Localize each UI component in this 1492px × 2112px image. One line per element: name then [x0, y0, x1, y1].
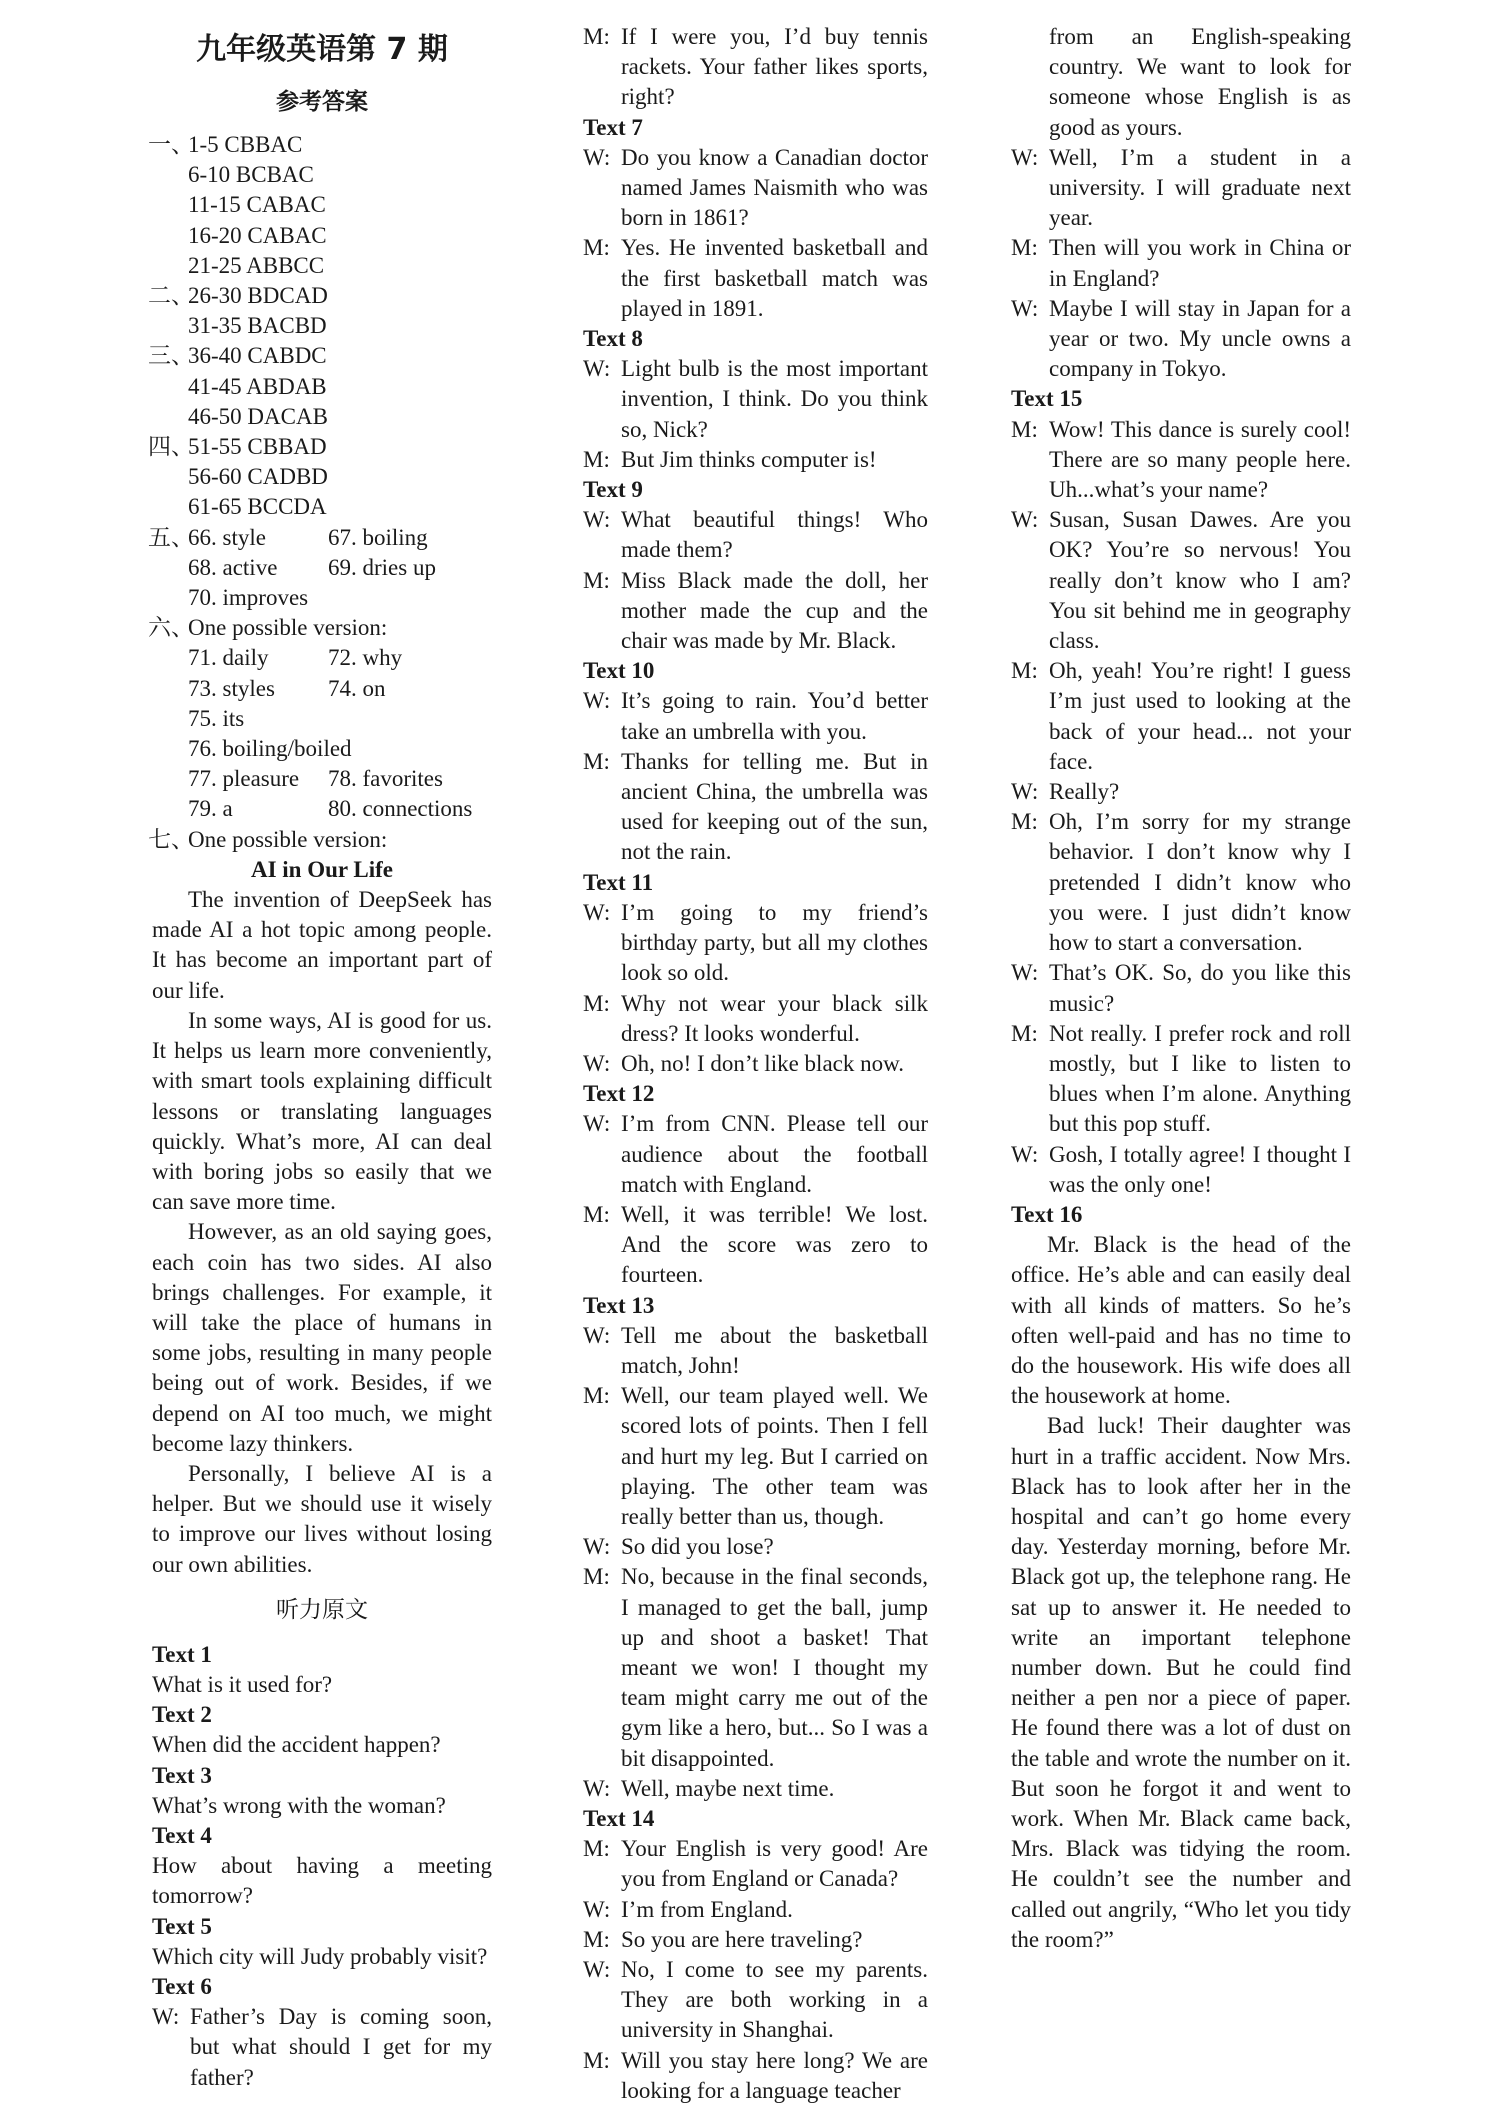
text-heading: Text 2: [152, 1702, 212, 1728]
answer-key-heading: 参考答案: [276, 89, 368, 115]
text-heading: Text 12: [583, 1081, 655, 1107]
dialogue-line: [1011, 505, 1351, 656]
answer-text: 41-45 ABDAB: [188, 373, 327, 399]
dialogue-line: [583, 1532, 928, 1562]
answer-text: 1-5 CBBAC: [188, 132, 303, 157]
section-intro: [148, 825, 492, 855]
plain-text: What is it used for?: [152, 1671, 333, 1697]
text-heading: Text 5: [152, 1913, 212, 1939]
dialogue-text: Well, our team played well. We scored lots of points. Then I fell and hurt my leg. But I carried on playing. The other team was really better than us, though.: [621, 1383, 928, 1529]
speaker-label: M:: [1011, 658, 1038, 684]
answer-row: [152, 190, 492, 220]
text-heading: Text 16: [1011, 1201, 1083, 1227]
dialogue-text: Thanks for telling me. But in ancient China, the umbrella was used for keeping out of the sun, not the rain.: [621, 748, 928, 865]
listening-heading: 听力原文: [276, 1596, 368, 1623]
answer-row: [152, 492, 492, 522]
section-6-answers: [148, 613, 492, 824]
dialogue-text: Well, it was terrible! We lost. And the score was zero to fourteen.: [621, 1201, 928, 1288]
dialogue-text: What beautiful things! Who made them?: [621, 507, 928, 563]
plain-text: Which city will Judy probably visit?: [152, 1943, 488, 1969]
dialogue-line: [583, 505, 928, 565]
answer-text: 16-20 CABAC: [188, 222, 327, 248]
dialogue-text: But Jim thinks computer is!: [621, 446, 877, 472]
column-1: [148, 22, 492, 2093]
speaker-label: M:: [583, 24, 610, 49]
section-number: 一、: [148, 132, 194, 157]
answer-row: [152, 674, 492, 704]
answer-item: 75. its: [188, 705, 245, 731]
dialogue-text: I’m from England.: [621, 1896, 793, 1922]
dialogue-line: [152, 2002, 492, 2093]
dialogue-line: [152, 1730, 492, 1760]
speaker-label: M:: [1011, 1020, 1038, 1046]
answer-item: 66. style: [188, 524, 266, 550]
section-number: 四、: [148, 434, 194, 460]
answer-item: 78. favorites: [328, 766, 443, 792]
dialogue-text: Oh, I’m sorry for my strange behavior. I don’t know why I pretended I didn’t know who you were. I just didn’t know how to start a conversation.: [1049, 809, 1351, 956]
answer-item: 67. boiling: [328, 524, 428, 550]
dialogue-text: It’s going to rain. You’d better take an umbrella with you.: [621, 688, 928, 744]
dialogue-line: [583, 354, 928, 445]
answer-row: [152, 764, 492, 794]
dialogue-line: [1011, 415, 1351, 506]
dialogue-text: Tell me about the basketball match, John!: [621, 1322, 928, 1378]
dialogue-line: [1011, 233, 1351, 293]
text-heading: Text 14: [583, 1805, 655, 1831]
answer-item: 77. pleasure: [188, 766, 300, 792]
dialogue-text: Really?: [1049, 779, 1120, 805]
answer-row: [148, 341, 492, 371]
dialogue-line: [583, 566, 928, 657]
dialogue-line: [583, 2046, 928, 2106]
speaker-label: W:: [583, 507, 611, 533]
essay-paragraph: In some ways, AI is good for us. It helps us learn more conveniently, with smart tools explaining difficult lessons or translating languages quickly. What’s more, AI can deal with boring jobs so easily that we can save more time.: [152, 1007, 492, 1215]
text-heading: Text 7: [583, 114, 643, 140]
answer-list: [148, 130, 492, 523]
dialogue-line: [1011, 656, 1351, 777]
essay-paragraph: The invention of DeepSeek has made AI a hot topic among people. It has become an important part of our life.: [152, 887, 492, 1003]
essay-paragraph: Personally, I believe AI is a helper. But we should use it wisely to improve our lives without losing our own abilities.: [152, 1460, 492, 1577]
section-number: 五、: [148, 524, 194, 550]
speaker-label: M:: [583, 1201, 610, 1227]
answer-row: [152, 794, 492, 824]
dialogue-text: Wow! This dance is surely cool! There are so many people here. Uh...what’s your name?: [1049, 416, 1351, 503]
answer-row: [152, 734, 492, 764]
speaker-label: W:: [583, 1957, 611, 1982]
plain-text: When did the accident happen?: [152, 1732, 441, 1758]
speaker-label: W:: [583, 356, 611, 382]
text-heading: Text 4: [152, 1822, 212, 1848]
answer-text: 61-65 BCCDA: [188, 494, 327, 520]
dialogue-line: [152, 1791, 492, 1821]
speaker-label: M:: [583, 1836, 610, 1862]
text-heading: Text 6: [152, 1973, 212, 1999]
dialogue-line: [583, 1774, 928, 1804]
dialogue-line: [583, 686, 928, 746]
speaker-label: W:: [1011, 295, 1039, 321]
answer-row: [148, 130, 492, 160]
speaker-label: W:: [583, 1050, 611, 1076]
indent-spacer: [1011, 22, 1049, 143]
answer-row: [152, 553, 492, 583]
dialogue-line: [583, 1955, 928, 2046]
dialogue-text: So you are here traveling?: [621, 1926, 863, 1952]
speaker-label: M:: [583, 990, 610, 1016]
dialogue-line: [152, 1942, 492, 1972]
intro-text: One possible version:: [188, 615, 388, 641]
section-number: 二、: [148, 283, 194, 309]
speaker-label: M:: [1011, 809, 1038, 835]
section-7-essay: [148, 825, 492, 1580]
text-heading: Text 13: [583, 1292, 655, 1318]
plain-text: from an English-speaking country. We want to look for someone whose English is as good as yours.: [1049, 24, 1351, 140]
dialogue-text: Well, maybe next time.: [621, 1775, 835, 1801]
dialogue-line: [1011, 777, 1351, 807]
dialogue-text: That’s OK. So, do you like this music?: [1049, 960, 1351, 1016]
intro-text: One possible version:: [188, 826, 388, 852]
section-number: 三、: [148, 343, 194, 369]
answer-text: 36-40 CABDC: [188, 343, 327, 369]
answer-text: 46-50 DACAB: [188, 403, 328, 429]
answer-row: [152, 583, 492, 613]
dialogue-line: [1011, 22, 1351, 143]
speaker-label: M:: [583, 446, 610, 472]
dialogue-line: [583, 747, 928, 868]
dialogue-text: Then will you work in China or in England?: [1049, 235, 1351, 291]
answer-row: [148, 523, 492, 553]
plain-text: How about having a meeting tomorrow?: [152, 1853, 492, 1909]
speaker-label: M:: [583, 1564, 610, 1590]
plain-text: What’s wrong with the woman?: [152, 1792, 446, 1818]
dialogue-text: Oh, no! I don’t like black now.: [621, 1050, 904, 1076]
dialogue-text: Will you stay here long? We are looking for a language teacher: [621, 2047, 928, 2103]
answer-row: [152, 372, 492, 402]
dialogue-line: [583, 1895, 928, 1925]
dialogue-line: [583, 1049, 928, 1079]
answer-row: [152, 251, 492, 281]
dialogue-line: [1011, 294, 1351, 385]
section-number: 七、: [148, 826, 194, 852]
speaker-label: W:: [583, 688, 611, 714]
speaker-label: W:: [583, 1775, 611, 1801]
answer-text: 21-25 ABBCC: [188, 252, 325, 278]
dialogue-text: Your English is very good! Are you from England or Canada?: [621, 1836, 928, 1892]
speaker-label: W:: [583, 1322, 611, 1348]
answer-row: [152, 402, 492, 432]
dialogue-text: If I were you, I’d buy tennis rackets. Your father likes sports, right?: [621, 24, 928, 110]
answer-text: 51-55 CBBAD: [188, 434, 327, 460]
speaker-label: W:: [583, 1534, 611, 1560]
text-heading: Text 10: [583, 658, 655, 684]
dialogue-line: [152, 1670, 492, 1700]
speaker-label: W:: [583, 1896, 611, 1922]
dialogue-line: [1011, 807, 1351, 958]
speaker-label: W:: [583, 899, 611, 925]
essay-title: AI in Our Life: [250, 856, 394, 882]
dialogue-text: Susan, Susan Dawes. Are you OK? You’re so nervous! You really don’t know who I am? You sit behind me in geography class.: [1049, 507, 1351, 654]
dialogue-line: [583, 1321, 928, 1381]
speaker-label: M:: [1011, 235, 1038, 261]
speaker-label: M:: [583, 2047, 610, 2073]
text14-continued: [1011, 22, 1351, 143]
answer-text: 6-10 BCBAC: [188, 162, 314, 188]
passage-paragraph: Bad luck! Their daughter was hurt in a traffic accident. Now Mrs. Black has to look after her in the hospital and can’t go home every day. Yesterday morning, before Mr. Black got up, the telephone rang. He sat up to answer it. He needed to write an important telephone number down. But he could find neither a pen nor a piece of paper. He found there was a lot of dust on the table and wrote the number on it. But soon he forgot it and went to work. When Mr. Black came back, Mrs. Black was tidying the room. He couldn’t see the number and called out angrily, “Who let you tidy the room?”: [1011, 1413, 1351, 1952]
dialogue-line: [1011, 143, 1351, 234]
dialogue-text: Father’s Day is coming soon, but what should I get for my father?: [190, 2004, 492, 2090]
answer-item: 69. dries up: [328, 554, 436, 580]
speaker-label: W:: [1011, 507, 1039, 533]
dialogue-line: [583, 1109, 928, 1200]
page-title: 九年级英语第 7 期: [196, 32, 448, 67]
column-2: [583, 22, 928, 2106]
dialogue-line: [583, 233, 928, 324]
answer-text: 56-60 CADBD: [188, 464, 328, 490]
dialogue-text: So did you lose?: [621, 1534, 774, 1560]
answer-item: 70. improves: [188, 585, 309, 611]
text-heading: Text 11: [583, 869, 654, 895]
speaker-label: M:: [1011, 416, 1038, 442]
speaker-label: W:: [1011, 779, 1039, 805]
answer-row: [152, 221, 492, 251]
dialogue-text: I’m from CNN. Please tell our audience about the football match with England.: [621, 1111, 928, 1197]
dialogue-line: [583, 143, 928, 234]
dialogue-line: [583, 22, 928, 113]
text-heading: Text 3: [152, 1762, 212, 1788]
dialogue-text: No, because in the final seconds, I managed to get the ball, jump up and shoot a basket! That meant we won! I thought my team might carry me out of the gym like a hero, but... So I was a bit disappointed.: [621, 1564, 928, 1771]
dialogue-text: I’m going to my friend’s birthday party, but all my clothes look so old.: [621, 899, 928, 986]
dialogue-text: Light bulb is the most important invention, I think. Do you think so, Nick?: [621, 356, 928, 442]
answer-row: [152, 160, 492, 190]
dialogue-line: [1011, 1019, 1351, 1140]
dialogue-line: [583, 1834, 928, 1894]
dialogue-line: [583, 1200, 928, 1291]
listening-texts-col1: [152, 1640, 492, 2093]
dialogue-text: Maybe I will stay in Japan for a year or two. My uncle owns a company in Tokyo.: [1049, 295, 1351, 382]
answer-item: 68. active: [188, 554, 278, 580]
speaker-label: W:: [1011, 144, 1039, 170]
speaker-label: M:: [583, 1383, 610, 1409]
dialogue-line: [583, 989, 928, 1049]
answer-item: 80. connections: [328, 796, 473, 822]
text-heading: Text 15: [1011, 386, 1083, 412]
answer-item: 74. on: [328, 675, 386, 701]
dialogue-line: [583, 1562, 928, 1773]
passage-paragraph: Mr. Black is the head of the office. He’s able and can easily deal with all kinds of matters. So he’s often well-paid and has no time to do the housework. His wife does all the housework at home.: [1011, 1232, 1351, 1409]
dialogue-text: Do you know a Canadian doctor named James Naismith who was born in 1861?: [621, 144, 928, 231]
speaker-label: M:: [583, 748, 610, 774]
speaker-label: W:: [1011, 1141, 1039, 1167]
dialogue-line: [583, 1381, 928, 1532]
dialogue-text: Not really. I prefer rock and roll mostly, but I like to listen to blues when I’m alone. Anything but this pop stuff.: [1049, 1020, 1351, 1137]
answer-text: 31-35 BACBD: [188, 313, 327, 339]
speaker-label: W:: [152, 2004, 180, 2030]
section-5-answers: [148, 523, 492, 614]
speaker-label: W:: [583, 144, 611, 170]
dialogue-text: Oh, yeah! You’re right! I guess I’m just used to looking at the back of your head... not your face.: [1049, 658, 1351, 774]
dialogue-line: [1011, 1140, 1351, 1200]
column-3: [1011, 22, 1351, 1955]
speaker-label: M:: [583, 1926, 610, 1952]
answer-row: [152, 311, 492, 341]
speaker-label: M:: [583, 567, 610, 593]
answer-item: 72. why: [328, 645, 403, 671]
text16-passage: [1011, 1200, 1351, 1955]
answer-text: 11-15 CABAC: [188, 192, 326, 218]
speaker-label: W:: [1011, 960, 1039, 986]
dialogue-text: No, I come to see my parents. They are both working in a university in Shanghai.: [621, 1957, 928, 2043]
speaker-label: W:: [583, 1111, 611, 1137]
dialogue-line: [1011, 958, 1351, 1018]
dialogue-line: [583, 898, 928, 989]
answer-row: [148, 432, 492, 462]
text6-continued: [583, 22, 928, 113]
dialogue-text: Gosh, I totally agree! I thought I was the only one!: [1049, 1141, 1351, 1197]
text-heading: Text 9: [583, 477, 643, 503]
essay-paragraph: However, as an old saying goes, each coin has two sides. AI also brings challenges. For example, it will take the place of humans in some jobs, resulting in many people being out of work. Besides, if we depend on AI too much, we might become lazy thinkers.: [152, 1219, 492, 1456]
answer-row: [152, 643, 492, 673]
dialogue-text: Why not wear your black silk dress? It looks wonderful.: [621, 990, 928, 1046]
dialogue-line: [152, 1851, 492, 1911]
dialogue-line: [583, 445, 928, 475]
answer-text: 26-30 BDCAD: [188, 283, 328, 309]
answer-row: [152, 462, 492, 492]
answer-item: 76. boiling/boiled: [188, 736, 352, 762]
section-intro: [148, 613, 492, 643]
text-heading: Text 8: [583, 326, 643, 352]
answer-item: 79. a: [188, 796, 233, 822]
answer-row: [152, 704, 492, 734]
answer-item: 73. styles: [188, 675, 275, 701]
text-heading: Text 1: [152, 1641, 212, 1667]
answer-item: 71. daily: [188, 645, 269, 671]
section-number: 六、: [148, 615, 194, 641]
dialogue-text: Miss Black made the doll, her mother made the cup and the chair was made by Mr. Black.: [621, 567, 928, 654]
dialogue-text: Yes. He invented basketball and the first basketball match was played in 1891.: [621, 235, 928, 321]
listening-texts-col3: [1011, 143, 1351, 1200]
dialogue-text: Well, I’m a student in a university. I will graduate next year.: [1049, 144, 1351, 231]
answer-row: [148, 281, 492, 311]
dialogue-line: [583, 1925, 928, 1955]
listening-texts-col2: [583, 113, 928, 2106]
speaker-label: M:: [583, 235, 610, 261]
